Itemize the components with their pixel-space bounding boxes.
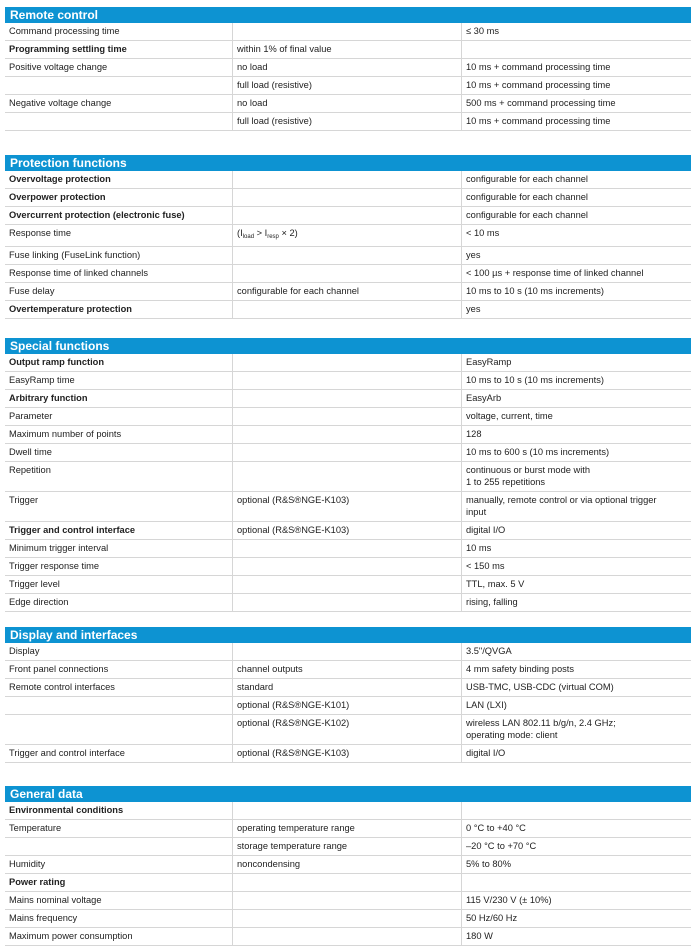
cell-c2: optional (R&S®NGE-K101) (233, 697, 462, 715)
cell-c2: optional (R&S®NGE-K102) (233, 715, 462, 745)
cell-c3: 10 ms (462, 540, 692, 558)
table-row (5, 745, 691, 763)
table-row (5, 661, 691, 679)
cell-c2 (233, 207, 462, 225)
cell-c3: 180 W (462, 928, 692, 946)
section-display-and-interfaces (5, 627, 691, 763)
cell-c2: configurable for each channel (233, 283, 462, 301)
cell-c2: no load (233, 95, 462, 113)
cell-c1: Negative voltage change (5, 95, 233, 113)
formula-part: × 2) (278, 228, 298, 238)
cell-c2 (233, 444, 462, 462)
section-title: Remote control (5, 7, 691, 23)
cell-c1: Trigger level (5, 576, 233, 594)
cell-c2: operating temperature range (233, 820, 462, 838)
table-row (5, 540, 691, 558)
cell-c3: 10 ms + command processing time (462, 77, 692, 95)
cell-c2 (233, 928, 462, 946)
cell-c3: 10 ms to 10 s (10 ms increments) (462, 283, 692, 301)
cell-c1: Parameter (5, 408, 233, 426)
cell-c2: optional (R&S®NGE-K103) (233, 522, 462, 540)
cell-c1: Fuse delay (5, 283, 233, 301)
cell-c3: rising, falling (462, 594, 692, 612)
cell-c3: digital I/O (462, 522, 692, 540)
cell-c2: optional (R&S®NGE-K103) (233, 745, 462, 763)
cell-c2 (233, 576, 462, 594)
cell-c1: Maximum power consumption (5, 928, 233, 946)
cell-c3 (462, 802, 692, 820)
cell-c3 (462, 874, 692, 892)
cell-c1: Edge direction (5, 594, 233, 612)
cell-c1: Trigger (5, 492, 233, 522)
cell-c2 (233, 372, 462, 390)
table-row (5, 522, 691, 540)
cell-c3: 500 ms + command processing time (462, 95, 692, 113)
cell-c3: continuous or burst mode with 1 to 255 repetitions (462, 462, 692, 492)
table-row (5, 301, 691, 319)
cell-c3: TTL, max. 5 V (462, 576, 692, 594)
cell-c3: LAN (LXI) (462, 697, 692, 715)
table-row (5, 265, 691, 283)
cell-c2 (233, 189, 462, 207)
cell-c1: Overpower protection (5, 189, 233, 207)
cell-c3: 128 (462, 426, 692, 444)
table-row (5, 874, 691, 892)
cell-c3: ≤ 30 ms (462, 23, 692, 41)
cell-c3 (462, 41, 692, 59)
section-title: Display and interfaces (5, 627, 691, 643)
table-row (5, 594, 691, 612)
cell-c2 (233, 265, 462, 283)
cell-c2: storage temperature range (233, 838, 462, 856)
spec-table (5, 23, 691, 131)
table-row (5, 576, 691, 594)
cell-c3: yes (462, 301, 692, 319)
table-row (5, 928, 691, 946)
table-row (5, 408, 691, 426)
cell-c2 (233, 171, 462, 189)
cell-c2 (233, 247, 462, 265)
spec-table (5, 643, 691, 763)
cell-c3: 50 Hz/60 Hz (462, 910, 692, 928)
cell-c1: Repetition (5, 462, 233, 492)
table-row (5, 426, 691, 444)
cell-c2 (233, 23, 462, 41)
cell-c1: Humidity (5, 856, 233, 874)
table-row (5, 838, 691, 856)
cell-c2 (233, 390, 462, 408)
cell-c1: Trigger and control interface (5, 745, 233, 763)
table-row (5, 41, 691, 59)
table-row (5, 462, 691, 492)
cell-c3: yes (462, 247, 692, 265)
cell-c3: 115 V/230 V (± 10%) (462, 892, 692, 910)
table-row (5, 59, 691, 77)
table-row (5, 558, 691, 576)
cell-c3: 10 ms + command processing time (462, 113, 692, 131)
cell-c1: Positive voltage change (5, 59, 233, 77)
cell-c3: EasyArb (462, 390, 692, 408)
cell-c1: Dwell time (5, 444, 233, 462)
cell-c1 (5, 697, 233, 715)
spec-table (5, 802, 691, 946)
table-row (5, 390, 691, 408)
cell-c3: 4 mm safety binding posts (462, 661, 692, 679)
table-row (5, 892, 691, 910)
cell-c2 (233, 540, 462, 558)
cell-c2: noncondensing (233, 856, 462, 874)
cell-c3: digital I/O (462, 745, 692, 763)
cell-c1 (5, 838, 233, 856)
section-title: General data (5, 786, 691, 802)
cell-c1: Display (5, 643, 233, 661)
cell-c1: Environmental conditions (5, 802, 233, 820)
table-row (5, 715, 691, 745)
cell-c1: Remote control interfaces (5, 679, 233, 697)
cell-c2: full load (resistive) (233, 77, 462, 95)
cell-c2: within 1% of final value (233, 41, 462, 59)
cell-c1 (5, 77, 233, 95)
table-row (5, 113, 691, 131)
spec-table (5, 171, 691, 319)
cell-c3: 10 ms to 10 s (10 ms increments) (462, 372, 692, 390)
section-title: Protection functions (5, 155, 691, 171)
table-row (5, 207, 691, 225)
section-protection-functions (5, 155, 691, 319)
table-row (5, 444, 691, 462)
table-row (5, 23, 691, 41)
cell-c2 (233, 892, 462, 910)
table-row (5, 189, 691, 207)
cell-c1: Arbitrary function (5, 390, 233, 408)
cell-c2 (233, 354, 462, 372)
cell-c3: < 150 ms (462, 558, 692, 576)
formula-part: load (242, 234, 255, 240)
response-time-condition (233, 225, 462, 247)
cell-c3: manually, remote control or via optional trigger input (462, 492, 692, 522)
cell-c3: configurable for each channel (462, 207, 692, 225)
cell-c1: Mains frequency (5, 910, 233, 928)
cell-c1 (5, 715, 233, 745)
section-general-data (5, 786, 691, 946)
table-row (5, 95, 691, 113)
cell-c1: Response time of linked channels (5, 265, 233, 283)
cell-c2 (233, 802, 462, 820)
cell-c2 (233, 643, 462, 661)
section-title: Special functions (5, 338, 691, 354)
cell-c1: Programming settling time (5, 41, 233, 59)
cell-c1: Minimum trigger interval (5, 540, 233, 558)
table-row (5, 820, 691, 838)
cell-c3: 5% to 80% (462, 856, 692, 874)
cell-c3: configurable for each channel (462, 189, 692, 207)
cell-c2 (233, 462, 462, 492)
cell-c3: voltage, current, time (462, 408, 692, 426)
cell-c3: 10 ms to 600 s (10 ms increments) (462, 444, 692, 462)
cell-c1: Overcurrent protection (electronic fuse) (5, 207, 233, 225)
table-row (5, 283, 691, 301)
cell-c3: USB-TMC, USB-CDC (virtual COM) (462, 679, 692, 697)
cell-c2 (233, 594, 462, 612)
formula-part: (I (237, 228, 243, 238)
cell-c1: EasyRamp time (5, 372, 233, 390)
cell-c1: Trigger response time (5, 558, 233, 576)
table-row (5, 643, 691, 661)
cell-c3: < 100 µs + response time of linked channel (462, 265, 692, 283)
table-row (5, 247, 691, 265)
cell-c1: Power rating (5, 874, 233, 892)
cell-c1: Temperature (5, 820, 233, 838)
table-row (5, 679, 691, 697)
cell-c1: Command processing time (5, 23, 233, 41)
section-special-functions (5, 338, 691, 612)
table-row (5, 697, 691, 715)
table-row (5, 802, 691, 820)
cell-c1: Maximum number of points (5, 426, 233, 444)
section-remote-control (5, 7, 691, 131)
cell-c1: Trigger and control interface (5, 522, 233, 540)
cell-c1: Overvoltage protection (5, 171, 233, 189)
cell-c1 (5, 113, 233, 131)
cell-c3: –20 °C to +70 °C (462, 838, 692, 856)
cell-c3: wireless LAN 802.11 b/g/n, 2.4 GHz; operating mode: client (462, 715, 692, 745)
cell-c1: Response time (5, 225, 233, 247)
cell-c1: Overtemperature protection (5, 301, 233, 319)
table-row (5, 77, 691, 95)
spec-table (5, 354, 691, 612)
formula-part: resp (267, 234, 279, 240)
cell-c2 (233, 558, 462, 576)
table-row (5, 492, 691, 522)
cell-c3: 10 ms + command processing time (462, 59, 692, 77)
cell-c2: no load (233, 59, 462, 77)
formula-part: > I (254, 228, 268, 238)
cell-c3: configurable for each channel (462, 171, 692, 189)
cell-c2: optional (R&S®NGE-K103) (233, 492, 462, 522)
cell-c2 (233, 426, 462, 444)
table-row (5, 225, 691, 247)
table-row (5, 171, 691, 189)
table-row (5, 354, 691, 372)
table-row (5, 372, 691, 390)
cell-c2: standard (233, 679, 462, 697)
cell-c1: Mains nominal voltage (5, 892, 233, 910)
cell-c3: 0 °C to +40 °C (462, 820, 692, 838)
cell-c2: channel outputs (233, 661, 462, 679)
cell-c3: < 10 ms (462, 225, 692, 247)
table-row (5, 910, 691, 928)
cell-c3: EasyRamp (462, 354, 692, 372)
cell-c1: Output ramp function (5, 354, 233, 372)
table-row (5, 856, 691, 874)
cell-c1: Front panel connections (5, 661, 233, 679)
cell-c2 (233, 408, 462, 426)
cell-c2: full load (resistive) (233, 113, 462, 131)
cell-c1: Fuse linking (FuseLink function) (5, 247, 233, 265)
cell-c3: 3.5"/QVGA (462, 643, 692, 661)
cell-c2 (233, 910, 462, 928)
cell-c2 (233, 874, 462, 892)
cell-c2 (233, 301, 462, 319)
